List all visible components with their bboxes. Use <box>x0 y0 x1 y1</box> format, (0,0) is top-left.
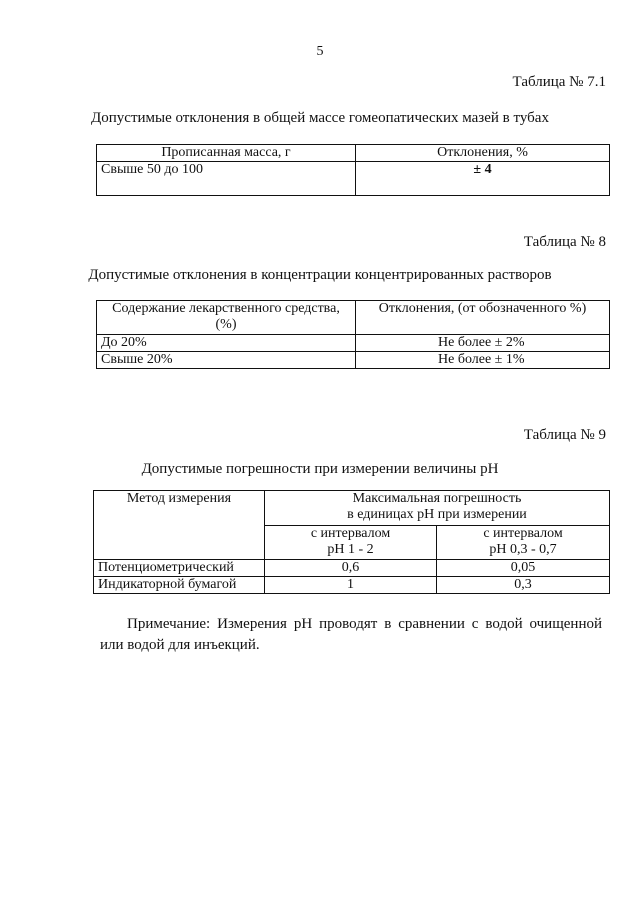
table-row <box>97 335 610 352</box>
table-cell: Индикаторной бумагой <box>94 577 265 594</box>
table-cell: До 20% <box>97 335 356 352</box>
table-cell: Не более ± 1% <box>356 352 610 369</box>
subheader-line: с интервалом <box>310 526 391 541</box>
subheader-interval-1-2 <box>265 526 437 560</box>
table-row <box>94 560 610 577</box>
table-cell: 0,05 <box>437 560 610 577</box>
page-number: 5 <box>316 44 324 59</box>
table-cell: ± 4 <box>356 162 610 196</box>
table-cell: 0,3 <box>437 577 610 594</box>
subheader-line: pH 1 - 2 <box>327 542 374 557</box>
table-9-label: Таблица № 9 <box>523 427 606 443</box>
table-row <box>97 352 610 369</box>
table-cell: Свыше 20% <box>97 352 356 369</box>
table-cell: Потенциометрический <box>94 560 265 577</box>
column-header: Содержание лекарственного средства, (%) <box>97 301 356 335</box>
table-9-title: Допустимые погрешности при измерении величины pH <box>141 461 499 477</box>
table-cell: 0,6 <box>265 560 437 577</box>
table-8 <box>96 300 610 369</box>
table-cell: Свыше 50 до 100 <box>97 162 356 196</box>
table-8-label: Таблица № 8 <box>523 234 606 250</box>
column-header-method: Метод измерения <box>94 491 265 560</box>
table-7-1-title: Допустимые отклонения в общей массе гомеопатических мазей в тубах <box>91 110 549 126</box>
table-row <box>97 162 610 196</box>
table-cell: Не более ± 2% <box>356 335 610 352</box>
table-7-1-label: Таблица № 7.1 <box>512 74 606 90</box>
table-8-title: Допустимые отклонения в концентрации концентрированных растворов <box>88 267 552 283</box>
table-cell: 1 <box>265 577 437 594</box>
table-header-row <box>97 301 610 335</box>
column-header-max-error <box>265 491 610 526</box>
note-paragraph: Примечание: Измерения pH проводят в сравнении с водой очищенной или водой для инъекций. <box>100 616 602 653</box>
subheader-line: с интервалом <box>483 526 563 541</box>
table-9 <box>93 490 610 594</box>
column-header: Отклонения, % <box>356 145 610 162</box>
table-header-row <box>97 145 610 162</box>
table-7-1 <box>96 144 610 196</box>
header-line: Максимальная погрешность <box>352 491 522 506</box>
header-line: в единицах pH при измерении <box>347 507 527 522</box>
table-row <box>94 577 610 594</box>
subheader-interval-0-3-0-7 <box>437 526 610 560</box>
table-header-row <box>94 491 610 526</box>
subheader-line: pH 0,3 - 0,7 <box>489 542 557 557</box>
column-header: Прописанная масса, г <box>97 145 356 162</box>
column-header: Отклонения, (от обозначенного %) <box>356 301 610 335</box>
